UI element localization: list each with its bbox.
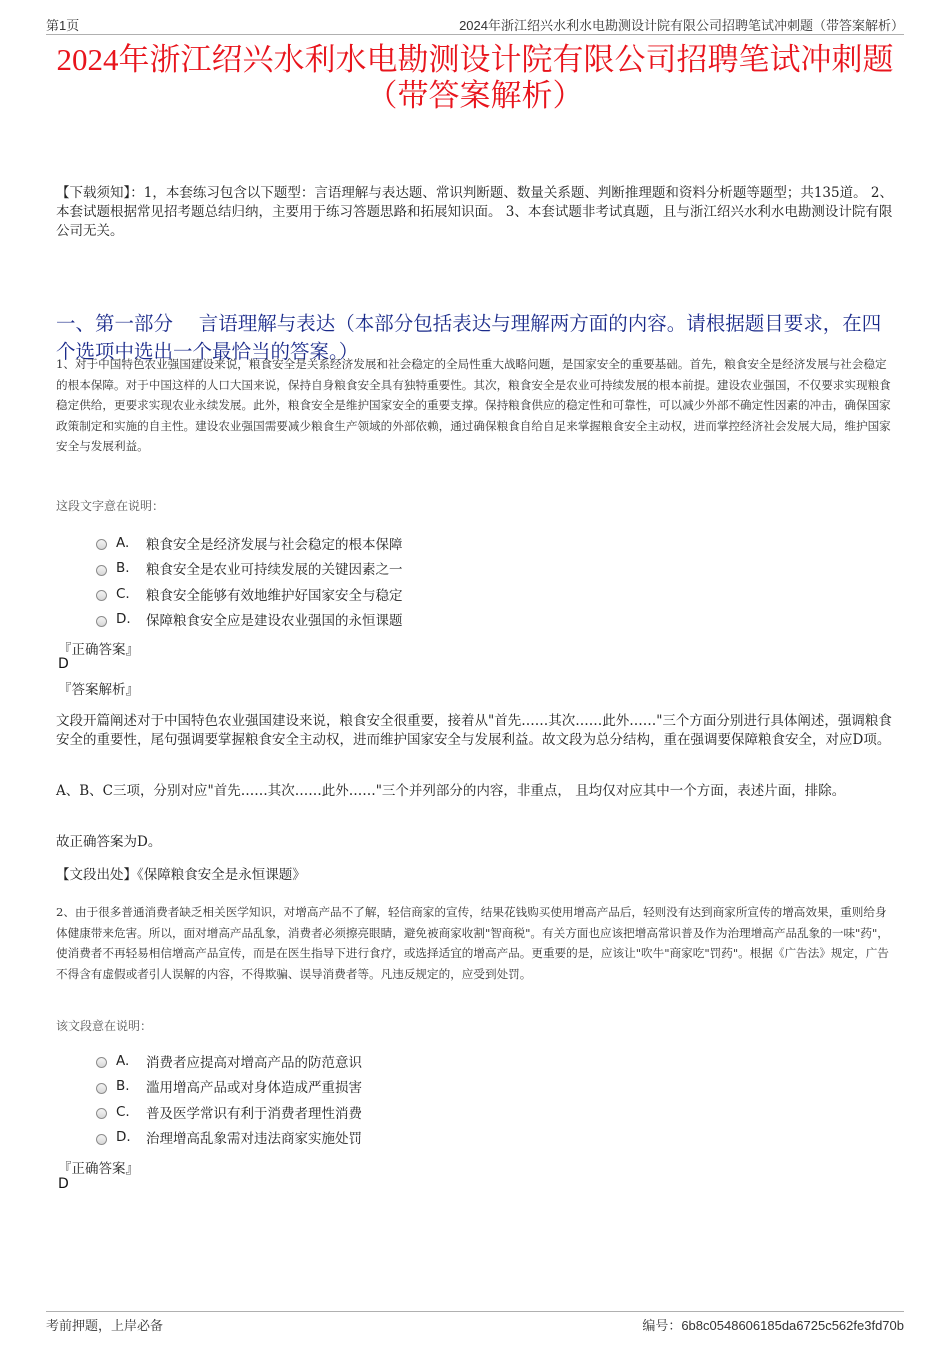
option-letter: A. [116,534,130,551]
doc-id-label: 编号： [642,1318,682,1333]
option-letter: C. [116,1103,130,1120]
radio-button[interactable] [96,539,107,550]
radio-button[interactable] [96,590,107,601]
page-footer [46,1311,904,1333]
radio-button[interactable] [96,1134,107,1145]
radio-button[interactable] [96,1108,107,1119]
question-2-option-b[interactable] [96,1074,362,1100]
option-text: 治理增高乱象需对违法商家实施处罚 [146,1131,362,1148]
document-title-line1: 2024年浙江绍兴水利水电勘测设计院有限公司招聘笔试冲刺题 [56,42,894,77]
document-title-line2: （带答案解析） [366,78,584,113]
page-number: 第1页 [46,18,80,33]
question-1-option-d[interactable] [96,607,403,633]
question-2-answer-label: 『正确答案』 [58,1161,139,1177]
radio-button[interactable] [96,565,107,576]
option-text: 粮食安全能够有效地维护好国家安全与稳定 [146,587,403,604]
question-2-option-c[interactable] [96,1099,362,1125]
option-text: 粮食安全是经济发展与社会稳定的根本保障 [146,536,403,553]
document-title [0,42,950,114]
section-heading: 一、第一部分 言语理解与表达（本部分包括表达与理解两方面的内容。请根据题目要求，在四个选项中选出一个最恰当的答案。） [56,312,882,363]
option-letter: B. [116,560,130,577]
radio-button[interactable] [96,1057,107,1068]
question-1-analysis-label: 『答案解析』 [58,682,139,698]
radio-button[interactable] [96,1083,107,1094]
option-text: 消费者应提高对增高产品的防范意识 [146,1054,362,1071]
option-text: 保障粮食安全应是建设农业强国的永恒课题 [146,613,403,630]
question-1-answer: D [58,656,69,672]
question-1-option-b[interactable] [96,556,403,582]
question-2-options [96,1048,362,1150]
option-letter: A. [116,1052,130,1069]
question-1-prompt: 这段文字意在说明： [56,499,165,513]
option-text: 普及医学常识有利于消费者理性消费 [146,1105,362,1122]
question-2-option-d[interactable] [96,1125,362,1151]
page-header [46,14,904,35]
question-2-prompt: 该文段意在说明： [56,1019,153,1033]
question-1-options [96,530,403,632]
question-1-answer-label: 『正确答案』 [58,642,139,658]
radio-button[interactable] [96,616,107,627]
option-text: 粮食安全是农业可持续发展的关键因素之一 [146,562,403,579]
question-2-text: 2、由于很多普通消费者缺乏相关医学知识，对增高产品不了解，轻信商家的宣传，结果花钱购买使用增高产品后，轻则没有达到商家所宣传的增高效果，重则给身体健康带来危害。所以，面对增高产品乱象，消费者必须擦亮眼睛，避免被商家收割"智商税"。有关方面也应该把增高常识普及作为治理增高产品乱象的一味"药"，使消费者不再轻易相信增高产品宣传，而是在医生指导下进行食疗，或选择适宜的增高产品。更重要的是，应该让"吹牛"商家吃"罚药"。根据《广告法》规定，广告不得含有虚假或者引人误解的内容，不得欺骗、误导消费者等。凡违反规定的，应受到处罚。 [56,905,889,981]
option-letter: D. [116,1129,131,1146]
question-2-option-a[interactable] [96,1048,362,1074]
question-1-analysis-p3: 故正确答案为D。 [56,834,162,850]
footer-slogan: 考前押题，上岸必备 [46,1318,164,1333]
header-doc-title: 2024年浙江绍兴水利水电勘测设计院有限公司招聘笔试冲刺题（带答案解析） [459,18,904,33]
question-1-analysis-p2: A、B、C三项，分别对应"首先……其次……此外……"三个并列部分的内容，非重点， 且均仅对应其中一个方面，表述片面，排除。 [56,783,846,799]
footer-doc-id [642,1315,904,1334]
option-letter: C. [116,585,130,602]
question-1-analysis-p1: 文段开篇阐述对于中国特色农业强国建设来说，粮食安全很重要，接着从"首先……其次……此外……"三个方面分别进行具体阐述，强调粮食安全的重要性，尾句强调要掌握粮食安全主动权，进而维护国家安全与发展利益。故文段为总分结构，重在强调要保障粮食安全，对应D项。 [56,713,892,748]
doc-id-value: 6b8c0548606185da6725c562fe3fd70b [681,1318,904,1333]
question-1-text: 1、对于中国特色农业强国建设来说，粮食安全是关系经济发展和社会稳定的全局性重大战略问题，是国家安全的重要基础。首先，粮食安全是经济发展与社会稳定的根本保障。对于中国这样的人口大国来说，保持自身粮食安全具有独特重要性。其次，粮食安全是农业可持续发展的根本前提。建设农业强国，不仅要求实现粮食稳定供给，更要求实现农业永续发展。此外，粮食安全是维护国家安全的重要支撑。保持粮食供应的稳定性和可靠性，可以减少外部不确定性因素的冲击，确保国家政策制定和实施的自主性。建设农业强国需要减少粮食生产领域的外部依赖，通过确保粮食自给自足来掌握粮食安全主动权，进而掌控经济社会发展大局，维护国家安全与发展利益。 [56,357,891,453]
option-letter: B. [116,1078,130,1095]
question-1-source: 【文段出处】《保障粮食安全是永恒课题》 [56,867,306,883]
download-notice: 【下载须知】：1，本套练习包含以下题型：言语理解与表达题、常识判断题、数量关系题、判断推理题和资料分析题等题型；共135道。 2、本套试题根据常见招考题总结归纳，主要用于练习答题思路和拓展知识面。 3、本套试题非考试真题，且与浙江绍兴水利水电勘测设计院有限公司无关。 [56,185,893,239]
question-2-answer: D [58,1176,69,1192]
option-text: 滥用增高产品或对身体造成严重损害 [146,1080,362,1097]
question-1-option-a[interactable] [96,530,403,556]
question-1-option-c[interactable] [96,581,403,607]
option-letter: D. [116,611,131,628]
